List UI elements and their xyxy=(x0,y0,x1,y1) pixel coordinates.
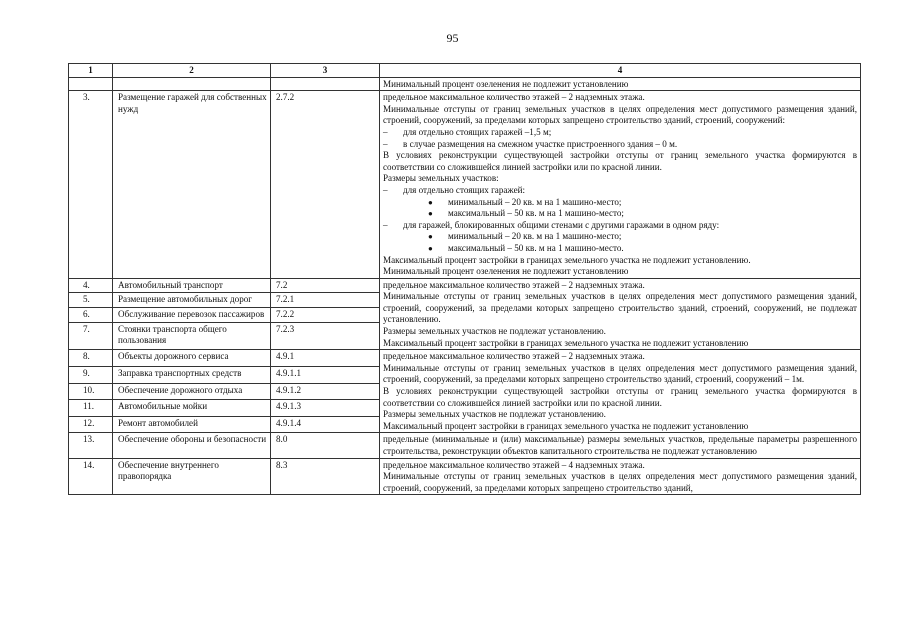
regulation-line: предельное максимальное количество этажей – 4 надземных этажа. xyxy=(383,459,645,470)
header-col-3: 3 xyxy=(271,64,380,78)
row-number: 10. xyxy=(69,383,113,400)
use-type-name: Ремонт автомобилей xyxy=(113,416,271,433)
row-number: 6. xyxy=(69,308,113,323)
page-number: 95 xyxy=(446,31,459,45)
table-row xyxy=(69,278,861,293)
table-row xyxy=(69,350,861,367)
header-col-4: 4 xyxy=(380,64,861,78)
bullet-icon: ● xyxy=(428,209,433,219)
use-type-code: 7.2.2 xyxy=(271,308,380,323)
regulation-line: Минимальный процент озеленения не подлежит установлению xyxy=(383,266,629,277)
use-type-name: Размещение автомобильных дорог xyxy=(113,293,271,308)
use-type-code: 4.9.1 xyxy=(271,350,380,367)
use-type-code: 4.9.1.3 xyxy=(271,400,380,417)
use-type-code: 4.9.1.1 xyxy=(271,366,380,383)
regulation-text-block xyxy=(380,91,861,279)
regulation-text: Минимальный процент озеленения не подлежит установлению xyxy=(380,77,861,91)
use-type-code: 8.3 xyxy=(271,458,380,495)
regulation-line: Размеры земельных участков не подлежат установлению. xyxy=(383,326,606,337)
regulation-text-block xyxy=(380,350,861,433)
dash-item: – в случае размещения на смежном участке пристроенного здания – 0 м. xyxy=(383,138,678,149)
regulation-text-block xyxy=(380,433,861,458)
use-type-code: 7.2 xyxy=(271,278,380,293)
regulation-line: Максимальный процент застройки в границах земельного участка не подлежит установлению. xyxy=(383,254,751,265)
regulation-line: В условиях реконструкции существующей застройки отступы от границ земельного участка формируются в соответствии со сложившейся линией застройки или по красной линии. xyxy=(383,386,857,408)
row-number: 5. xyxy=(69,293,113,308)
use-type-name: Обеспечение внутреннего правопорядка xyxy=(113,458,271,495)
bullet-item: ● максимальный – 50 кв. м на 1 машино-место. xyxy=(428,242,624,253)
use-type-name: Обеспечение дорожного отдыха xyxy=(113,383,271,400)
regulation-line: предельное максимальное количество этажей – 2 надземных этажа. xyxy=(383,92,645,103)
dash-icon: – xyxy=(383,138,388,149)
use-type-name: Объекты дорожного сервиса xyxy=(113,350,271,367)
row-number: 4. xyxy=(69,278,113,293)
dash-item: – для отдельно стоящих гаражей –1,5 м; xyxy=(383,126,552,137)
regulation-line: Размеры земельных участков: xyxy=(383,173,499,184)
dash-icon: – xyxy=(383,184,388,195)
bullet-item: ● максимальный – 50 кв. м на 1 машино-место; xyxy=(428,208,624,219)
row-number: 12. xyxy=(69,416,113,433)
dash-icon: – xyxy=(383,219,388,230)
regulation-line: Минимальные отступы от границ земельных участков в целях определения мест допустимого размещения зданий, строений, сооружений, за пределами которых запрещено строительство зданий, строений, сооружений: xyxy=(383,103,857,126)
dash-item: – для гаражей, блокированных общими стенами с другими гаражами в одном ряду: xyxy=(383,219,720,230)
header-col-1: 1 xyxy=(69,64,113,78)
row-number: 11. xyxy=(69,400,113,417)
use-type-code: 7.2.1 xyxy=(271,293,380,308)
dash-item: – для отдельно стоящих гаражей: xyxy=(383,184,526,195)
row-number: 14. xyxy=(69,458,113,495)
bullet-icon: ● xyxy=(428,232,433,242)
bullet-icon: ● xyxy=(428,197,433,207)
regulation-line: Минимальные отступы от границ земельных участков в целях определения мест допустимого размещения зданий, строений, сооружений, за пределами которых запрещено строительство зданий, xyxy=(383,471,857,493)
use-type-name: Обслуживание перевозок пассажиров xyxy=(113,308,271,323)
table-row xyxy=(69,91,861,279)
regulation-line: Максимальный процент застройки в границах земельного участка не подлежит установлению xyxy=(383,420,749,431)
table-row xyxy=(69,433,861,458)
row-number: 8. xyxy=(69,350,113,367)
bullet-item: ● минимальный – 20 кв. м на 1 машино-место; xyxy=(428,196,622,207)
use-type-name: Стоянки транспорта общего пользования xyxy=(113,322,271,349)
regulation-line: предельное максимальное количество этажей – 2 надземных этажа. xyxy=(383,351,645,362)
header-col-2: 2 xyxy=(113,64,271,78)
regulation-line: Минимальные отступы от границ земельных участков в целях определения мест допустимого размещения зданий, строений, сооружений, за пределами которых запрещено строительство зданий, строений, сооружений – 1м. xyxy=(383,362,857,385)
use-type-name: Заправка транспортных средств xyxy=(113,366,271,383)
use-type-name: Автомобильный транспорт xyxy=(113,278,271,293)
use-type-code: 4.9.1.4 xyxy=(271,416,380,433)
use-type-name: Размещение гаражей для собственных нужд xyxy=(113,91,271,279)
use-type-name: Обеспечение обороны и безопасности xyxy=(113,433,271,458)
table-row xyxy=(69,77,861,91)
bullet-item: ● минимальный – 20 кв. м на 1 машино-место; xyxy=(428,231,622,242)
row-number: 7. xyxy=(69,322,113,349)
table-header-row xyxy=(69,64,861,78)
bullet-icon: ● xyxy=(428,243,433,253)
dash-icon: – xyxy=(383,126,388,137)
table-row xyxy=(69,458,861,495)
row-number: 3. xyxy=(69,91,113,279)
regulation-line: Минимальные отступы от границ земельных участков в целях определения мест допустимого размещения зданий, строений, сооружений, за пределами которых запрещено строительство зданий, строений, сооружений, не подлежат установлению. xyxy=(383,291,857,325)
use-type-code: 7.2.3 xyxy=(271,322,380,349)
use-type-code: 8.0 xyxy=(271,433,380,458)
regulation-line: Размеры земельных участков не подлежат установлению. xyxy=(383,409,606,420)
regulation-text-block xyxy=(380,458,861,495)
use-type-code: 4.9.1.2 xyxy=(271,383,380,400)
regulation-line: предельное максимальное количество этажей – 2 надземных этажа. xyxy=(383,279,645,290)
use-type-name: Автомобильные мойки xyxy=(113,400,271,417)
row-number: 9. xyxy=(69,366,113,383)
regulations-table xyxy=(68,63,861,495)
row-number: 13. xyxy=(69,433,113,458)
regulation-line: Максимальный процент застройки в границах земельного участка не подлежит установлению xyxy=(383,337,749,348)
regulation-text-block xyxy=(380,278,861,350)
regulation-line: предельные (минимальные и (или) максимальные) размеры земельных участков, предельные параметры разрешенного строительства, реконструкции объектов капитального строительства не подлежат установлению xyxy=(383,434,857,456)
use-type-code: 2.7.2 xyxy=(271,91,380,279)
regulation-line: В условиях реконструкции существующей застройки отступы от границ земельного участка формируются в соответствии со сложившейся линией застройки или по красной линии. xyxy=(383,150,857,172)
